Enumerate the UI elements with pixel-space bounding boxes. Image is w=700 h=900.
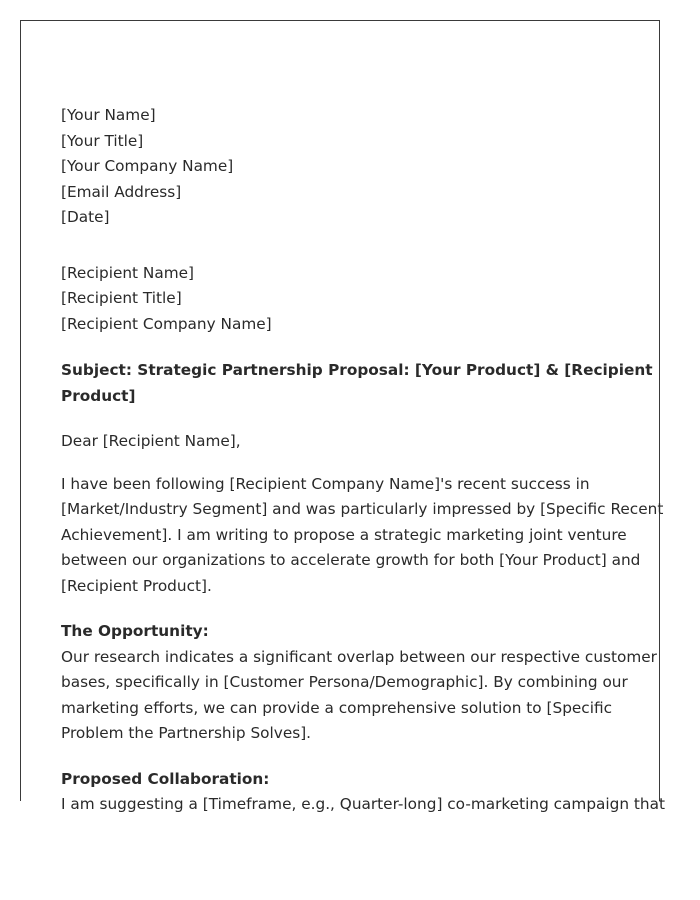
salutation bbox=[61, 429, 621, 455]
subject-line-1: Subject: Strategic Partnership Proposal: [Your Product] & [Recipient bbox=[61, 361, 653, 379]
sender-email: [Email Address] bbox=[61, 182, 182, 201]
intro-line: Achievement]. I am writing to propose a strategic marketing joint venture bbox=[61, 525, 627, 544]
opportunity-heading: The Opportunity: bbox=[61, 622, 209, 640]
collaboration-section bbox=[61, 767, 665, 818]
opportunity-section bbox=[61, 619, 657, 747]
recipient-name: [Recipient Name] bbox=[61, 263, 195, 282]
sender-title: [Your Title] bbox=[61, 131, 144, 150]
letter-page bbox=[20, 20, 665, 813]
subject-line bbox=[61, 358, 653, 409]
opportunity-line: Problem the Partnership Solves]. bbox=[61, 724, 312, 742]
opportunity-line: bases, specifically in [Customer Persona/Demographic]. By combining our bbox=[61, 673, 628, 691]
sender-block bbox=[61, 103, 621, 231]
opportunity-line: Our research indicates a significant overlap between our respective customer bbox=[61, 647, 657, 666]
intro-line: I have been following [Recipient Company Name]'s recent success in bbox=[61, 474, 590, 493]
intro-line: between our organizations to accelerate growth for both [Your Product] and bbox=[61, 551, 641, 569]
recipient-title: [Recipient Title] bbox=[61, 289, 182, 307]
opportunity-line: marketing efforts, we can provide a comprehensive solution to [Specific bbox=[61, 698, 613, 717]
collaboration-heading: Proposed Collaboration: bbox=[61, 769, 270, 788]
recipient-company: [Recipient Company Name] bbox=[61, 314, 272, 333]
intro-line: [Recipient Product]. bbox=[61, 576, 212, 595]
intro-paragraph bbox=[61, 472, 664, 600]
subject-line-2: Product] bbox=[61, 386, 136, 405]
salutation-text: Dear [Recipient Name], bbox=[61, 432, 241, 450]
intro-line: [Market/Industry Segment] and was particularly impressed by [Specific Recent bbox=[61, 500, 664, 518]
letter-date: [Date] bbox=[61, 208, 110, 226]
collaboration-line: I am suggesting a [Timeframe, e.g., Quarter-long] co-marketing campaign that bbox=[61, 795, 665, 813]
letter-content bbox=[61, 103, 665, 818]
recipient-block bbox=[61, 261, 621, 338]
sender-name: [Your Name] bbox=[61, 106, 156, 124]
sender-company: [Your Company Name] bbox=[61, 157, 234, 175]
